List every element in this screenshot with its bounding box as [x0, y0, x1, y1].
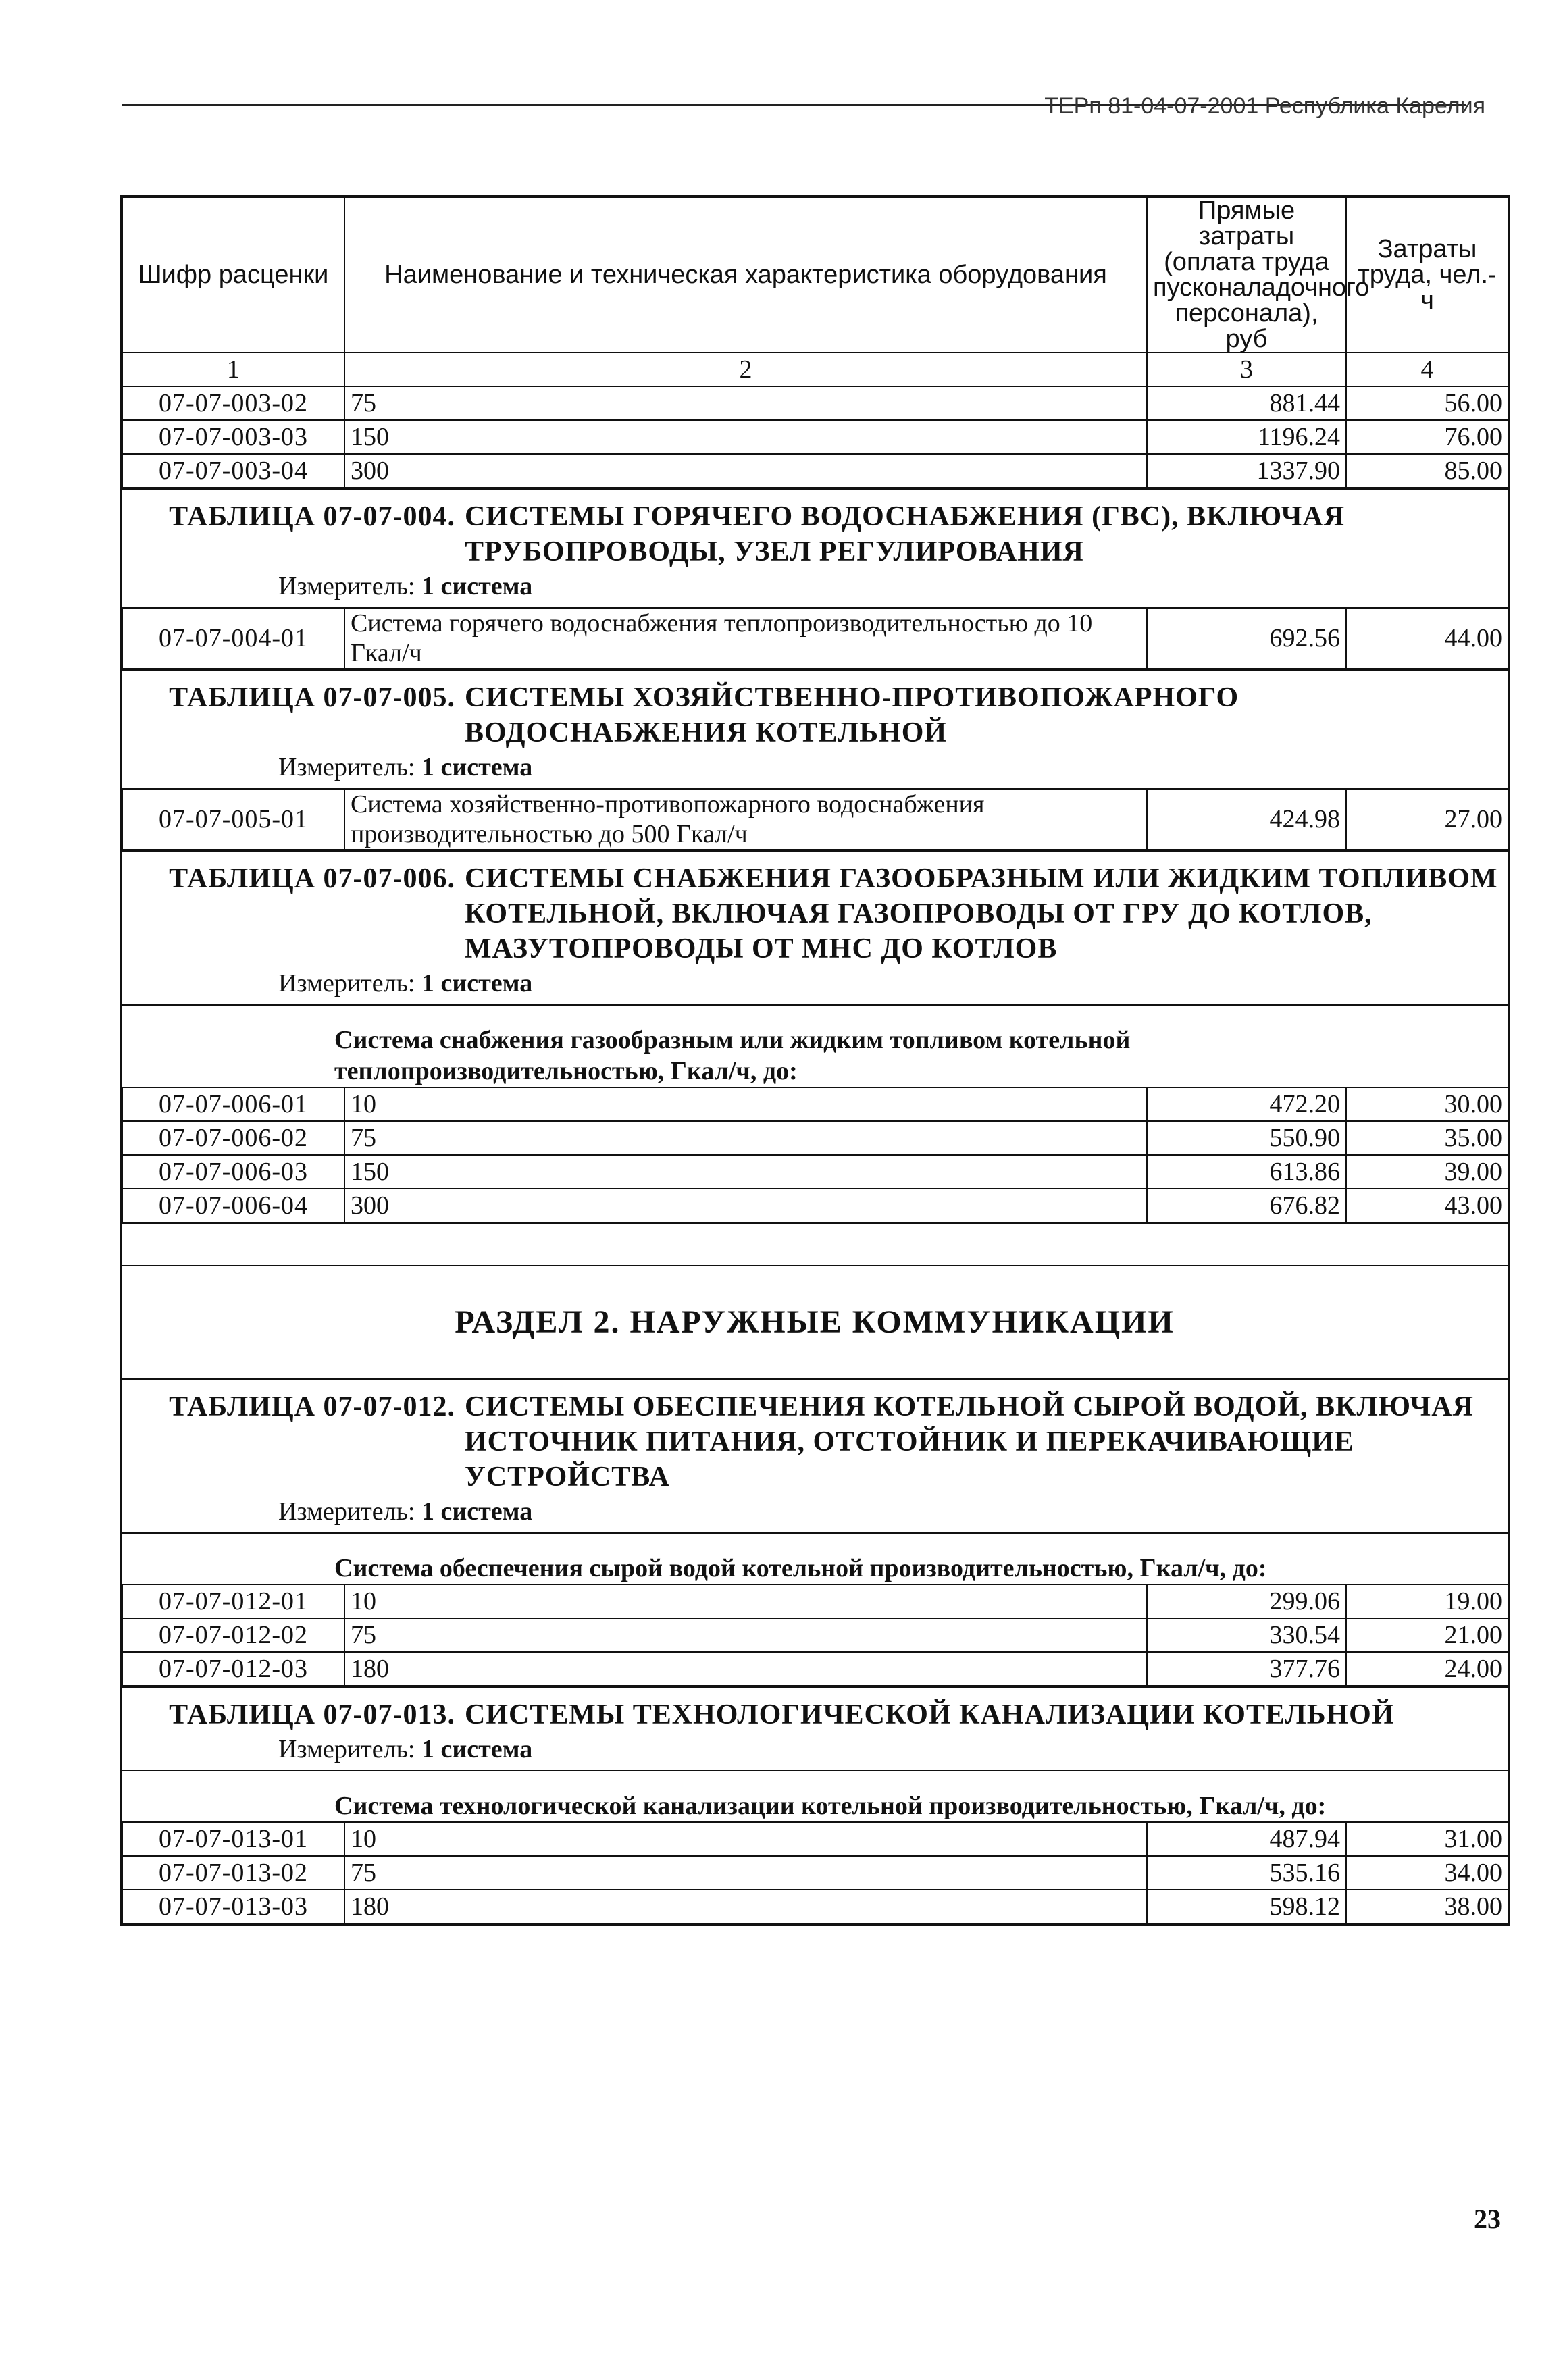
column-header-cost: Прямые затраты (оплата труда пусконаладочного персонала), руб	[1147, 197, 1346, 353]
rate-name: 75	[344, 1856, 1147, 1890]
measure-label: Измеритель:	[278, 1735, 415, 1763]
table-row	[122, 1087, 1508, 1121]
rate-labor: 56.00	[1346, 386, 1508, 420]
subheading: Система технологической канализации котельной производительностью, Гкал/ч, до:	[122, 1770, 1508, 1821]
rate-name: 75	[344, 1121, 1147, 1155]
rate-code: 07-07-003-03	[122, 420, 344, 454]
table-row	[122, 1584, 1508, 1618]
table-row	[122, 454, 1508, 488]
table-label: ТАБЛИЦА 07-07-005.	[169, 682, 455, 713]
document-reference: ТЕРп 81-04-07-2001 Республика Карелия	[1044, 93, 1485, 119]
table-row	[122, 608, 1508, 669]
rate-code: 07-07-003-02	[122, 386, 344, 420]
rate-cost: 692.56	[1147, 608, 1346, 669]
rate-labor: 44.00	[1346, 608, 1508, 669]
rate-code: 07-07-012-03	[122, 1652, 344, 1686]
column-header-row	[122, 197, 1508, 353]
table-row	[122, 789, 1508, 850]
table-label: ТАБЛИЦА 07-07-006.	[169, 863, 455, 894]
table-label: ТАБЛИЦА 07-07-013.	[169, 1699, 455, 1730]
rate-cost: 598.12	[1147, 1890, 1346, 1923]
table-row	[122, 1822, 1508, 1856]
rate-code: 07-07-012-01	[122, 1584, 344, 1618]
table-row	[122, 1618, 1508, 1652]
subheading: Система обеспечения сырой водой котельной производительностью, Гкал/ч, до:	[122, 1532, 1508, 1584]
rate-code: 07-07-006-02	[122, 1121, 344, 1155]
rate-name: 300	[344, 1189, 1147, 1222]
measure-value: 1 система	[421, 572, 533, 600]
column-header-name: Наименование и техническая характеристика оборудования	[344, 197, 1147, 353]
column-number: 2	[344, 353, 1147, 386]
table-title: СИСТЕМЫ ТЕХНОЛОГИЧЕСКОЙ КАНАЛИЗАЦИИ КОТЕЛЬНОЙ	[465, 1699, 1395, 1730]
rate-labor: 76.00	[1346, 420, 1508, 454]
table-row	[122, 1189, 1508, 1222]
measure-value: 1 система	[421, 1497, 533, 1526]
measure-line	[122, 966, 1508, 1000]
rate-code: 07-07-006-03	[122, 1155, 344, 1189]
rate-code: 07-07-013-01	[122, 1822, 344, 1856]
table-row	[122, 1890, 1508, 1923]
rate-name: 10	[344, 1822, 1147, 1856]
measure-value: 1 система	[421, 1735, 533, 1763]
table-title: СИСТЕМЫ ОБЕСПЕЧЕНИЯ КОТЕЛЬНОЙ СЫРОЙ ВОДОЙ, ВКЛЮЧАЯ ИСТОЧНИК ПИТАНИЯ, ОТСТОЙНИК И ПЕРЕКАЧИВАЮЩИЕ УСТРОЙСТВА	[465, 1391, 1474, 1493]
rate-labor: 19.00	[1346, 1584, 1508, 1618]
subheading: Система снабжения газообразным или жидким топливом котельной	[122, 1004, 1508, 1056]
section-heading: РАЗДЕЛ 2. НАРУЖНЫЕ КОММУНИКАЦИИ	[122, 1265, 1508, 1380]
rate-labor: 27.00	[1346, 789, 1508, 850]
rate-cost: 535.16	[1147, 1856, 1346, 1890]
measure-line	[122, 1732, 1508, 1766]
section-title	[122, 680, 1508, 750]
rate-cost: 424.98	[1147, 789, 1346, 850]
rate-labor: 34.00	[1346, 1856, 1508, 1890]
measure-label: Измеритель:	[278, 572, 415, 600]
rate-name: 180	[344, 1890, 1147, 1923]
rate-name: 75	[344, 1618, 1147, 1652]
rate-cost: 881.44	[1147, 386, 1346, 420]
rate-code: 07-07-013-03	[122, 1890, 344, 1923]
table-row	[122, 1121, 1508, 1155]
rate-cost: 613.86	[1147, 1155, 1346, 1189]
table-title: СИСТЕМЫ СНАБЖЕНИЯ ГАЗООБРАЗНЫМ ИЛИ ЖИДКИМ ТОПЛИВОМ КОТЕЛЬНОЙ, ВКЛЮЧАЯ ГАЗОПРОВОДЫ ОТ ГРУ ДО КОТЛОВ, МАЗУТОПРОВОДЫ ОТ МНС ДО КОТЛОВ	[465, 863, 1498, 964]
rate-name: 10	[344, 1087, 1147, 1121]
section-title	[122, 861, 1508, 966]
measure-label: Измеритель:	[278, 969, 415, 998]
rate-cost: 676.82	[1147, 1189, 1346, 1222]
rate-name: 75	[344, 386, 1147, 420]
section-t005	[122, 669, 1508, 788]
rate-cost: 1337.90	[1147, 454, 1346, 488]
rate-cost: 377.76	[1147, 1652, 1346, 1686]
rate-code: 07-07-004-01	[122, 608, 344, 669]
rate-labor: 30.00	[1346, 1087, 1508, 1121]
table-row	[122, 420, 1508, 454]
measure-line	[122, 750, 1508, 784]
column-number-row	[122, 353, 1508, 386]
measure-label: Измеритель:	[278, 1497, 415, 1526]
section-spacer	[122, 1223, 1508, 1265]
column-number: 3	[1147, 353, 1346, 386]
rate-code: 07-07-013-02	[122, 1856, 344, 1890]
table-title: СИСТЕМЫ ХОЗЯЙСТВЕННО-ПРОТИВОПОЖАРНОГО ВОДОСНАБЖЕНИЯ КОТЕЛЬНОЙ	[465, 682, 1239, 748]
table-t013	[122, 1821, 1509, 1924]
rate-labor: 38.00	[1346, 1890, 1508, 1923]
rate-name: Система хозяйственно-противопожарного водоснабжения производительностью до 500 Гкал/ч	[344, 789, 1147, 850]
rate-cost: 550.90	[1147, 1121, 1346, 1155]
measure-value: 1 система	[421, 969, 533, 998]
rate-code: 07-07-006-01	[122, 1087, 344, 1121]
rate-name: 300	[344, 454, 1147, 488]
rates-table-frame	[120, 195, 1510, 1926]
section-title	[122, 1389, 1508, 1495]
rate-labor: 39.00	[1346, 1155, 1508, 1189]
rate-labor: 31.00	[1346, 1822, 1508, 1856]
rate-name: 150	[344, 420, 1147, 454]
rate-labor: 85.00	[1346, 454, 1508, 488]
section-t012	[122, 1380, 1508, 1532]
table-label: ТАБЛИЦА 07-07-012.	[169, 1391, 455, 1422]
rate-name: 10	[344, 1584, 1147, 1618]
subheading: теплопроизводительностью, Гкал/ч, до:	[334, 1057, 798, 1085]
rate-labor: 24.00	[1346, 1652, 1508, 1686]
table-row	[122, 386, 1508, 420]
header-table	[122, 197, 1509, 488]
rate-code: 07-07-003-04	[122, 454, 344, 488]
rate-cost: 1196.24	[1147, 420, 1346, 454]
page-number: 23	[1474, 2204, 1501, 2234]
rate-cost: 472.20	[1147, 1087, 1346, 1121]
measure-label: Измеритель:	[278, 753, 415, 781]
table-t004	[122, 607, 1509, 669]
rate-cost: 330.54	[1147, 1618, 1346, 1652]
table-t012	[122, 1584, 1509, 1686]
table-row	[122, 1856, 1508, 1890]
measure-line	[122, 569, 1508, 603]
section-t013	[122, 1686, 1508, 1770]
rate-code: 07-07-005-01	[122, 789, 344, 850]
rate-name: 150	[344, 1155, 1147, 1189]
measure-line	[122, 1495, 1508, 1528]
rate-cost: 487.94	[1147, 1822, 1346, 1856]
rate-code: 07-07-006-04	[122, 1189, 344, 1222]
section-title	[122, 499, 1508, 569]
rate-code: 07-07-012-02	[122, 1618, 344, 1652]
column-header-labor: Затраты труда, чел.-ч	[1346, 197, 1508, 353]
rate-name: Система горячего водоснабжения теплопроизводительностью до 10 Гкал/ч	[344, 608, 1147, 669]
rate-name: 180	[344, 1652, 1147, 1686]
table-label: ТАБЛИЦА 07-07-004.	[169, 501, 455, 532]
table-row	[122, 1652, 1508, 1686]
section-t004	[122, 488, 1508, 607]
table-t005	[122, 788, 1509, 850]
section-t006	[122, 850, 1508, 1004]
measure-value: 1 система	[421, 753, 533, 781]
rate-labor: 35.00	[1346, 1121, 1508, 1155]
column-number: 1	[122, 353, 344, 386]
rate-cost: 299.06	[1147, 1584, 1346, 1618]
column-number: 4	[1346, 353, 1508, 386]
table-t006	[122, 1087, 1509, 1223]
rate-labor: 21.00	[1346, 1618, 1508, 1652]
table-title: СИСТЕМЫ ГОРЯЧЕГО ВОДОСНАБЖЕНИЯ (ГВС), ВКЛЮЧАЯ ТРУБОПРОВОДЫ, УЗЕЛ РЕГУЛИРОВАНИЯ	[465, 501, 1345, 567]
rate-labor: 43.00	[1346, 1189, 1508, 1222]
section-title	[122, 1697, 1508, 1732]
table-row	[122, 1155, 1508, 1189]
column-header-code: Шифр расценки	[122, 197, 344, 353]
